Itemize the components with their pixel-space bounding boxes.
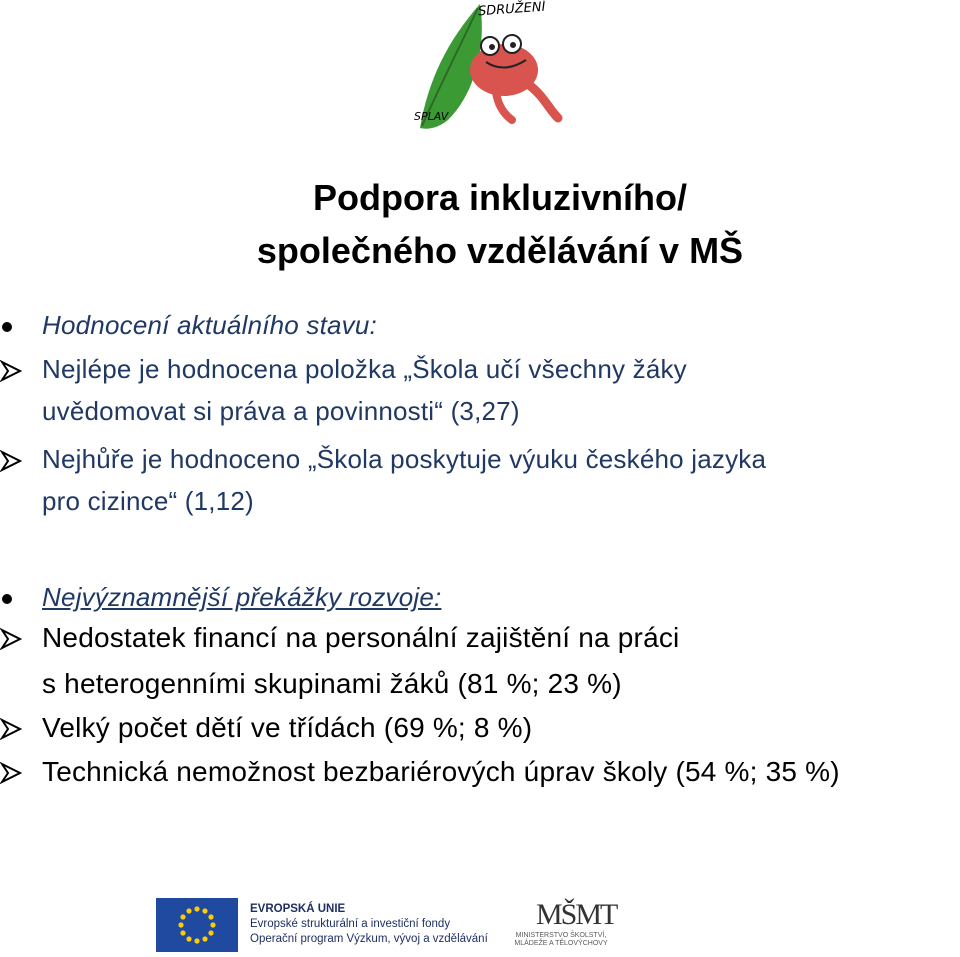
item-line: Velký počet dětí ve třídách (69 %; 8 %) [42, 712, 533, 743]
logo-bottom-text: SPLAV [414, 110, 449, 123]
item-line: Nejhůře je hodnoceno „Škola poskytuje výuku českého jazyka [42, 444, 767, 474]
item-line: pro cizince“ (1,12) [42, 486, 254, 516]
item-line: Technická nemožnost bezbariérových úprav školy (54 %; 35 %) [42, 756, 840, 787]
sdruzeni-splav-logo [408, 0, 568, 132]
item-line: uvědomovat si práva a povinnosti“ (3,27) [42, 396, 520, 426]
arrow-bullet-icon [0, 762, 22, 784]
eu-line: Operační program Výzkum, vývoj a vzdělávání [250, 933, 488, 945]
eu-text-block [250, 902, 488, 947]
bullet-dot-icon [2, 594, 12, 604]
page-title-line2: společného vzdělávání v MŠ [256, 230, 744, 271]
arrow-bullet-icon [0, 718, 22, 740]
msmt-text [506, 932, 616, 948]
arrow-bullet-icon [0, 450, 22, 472]
page-title-line1: Podpora inkluzivního/ [312, 177, 687, 218]
arrow-bullet-icon [0, 628, 22, 650]
eu-line: EVROPSKÁ UNIE [250, 903, 346, 915]
section1-heading: Hodnocení aktuálního stavu: [42, 310, 377, 340]
logo-top-text: SDRUŽENÍ [477, 0, 546, 20]
section2-heading: Nejvýznamnější překážky rozvoje: [42, 582, 442, 612]
item-line: s heterogenními skupinami žáků (81 %; 23 %) [42, 668, 622, 699]
msmt-letters: MŠMT [536, 898, 617, 931]
item-line: Nejlépe je hodnocena položka „Škola učí všechny žáky [42, 354, 687, 384]
msmt-logo [500, 898, 620, 952]
eu-line: Evropské strukturální a investiční fondy [250, 918, 451, 930]
msmt-line: MLÁDEŽE A TĚLOVÝCHOVY [514, 940, 608, 947]
arrow-bullet-icon [0, 360, 22, 382]
bullet-dot-icon [2, 322, 12, 332]
msmt-line: MINISTERSTVO ŠKOLSTVÍ, [515, 932, 607, 939]
eu-flag-icon [156, 898, 238, 952]
item-line: Nedostatek financí na personální zajištění na práci [42, 622, 680, 653]
